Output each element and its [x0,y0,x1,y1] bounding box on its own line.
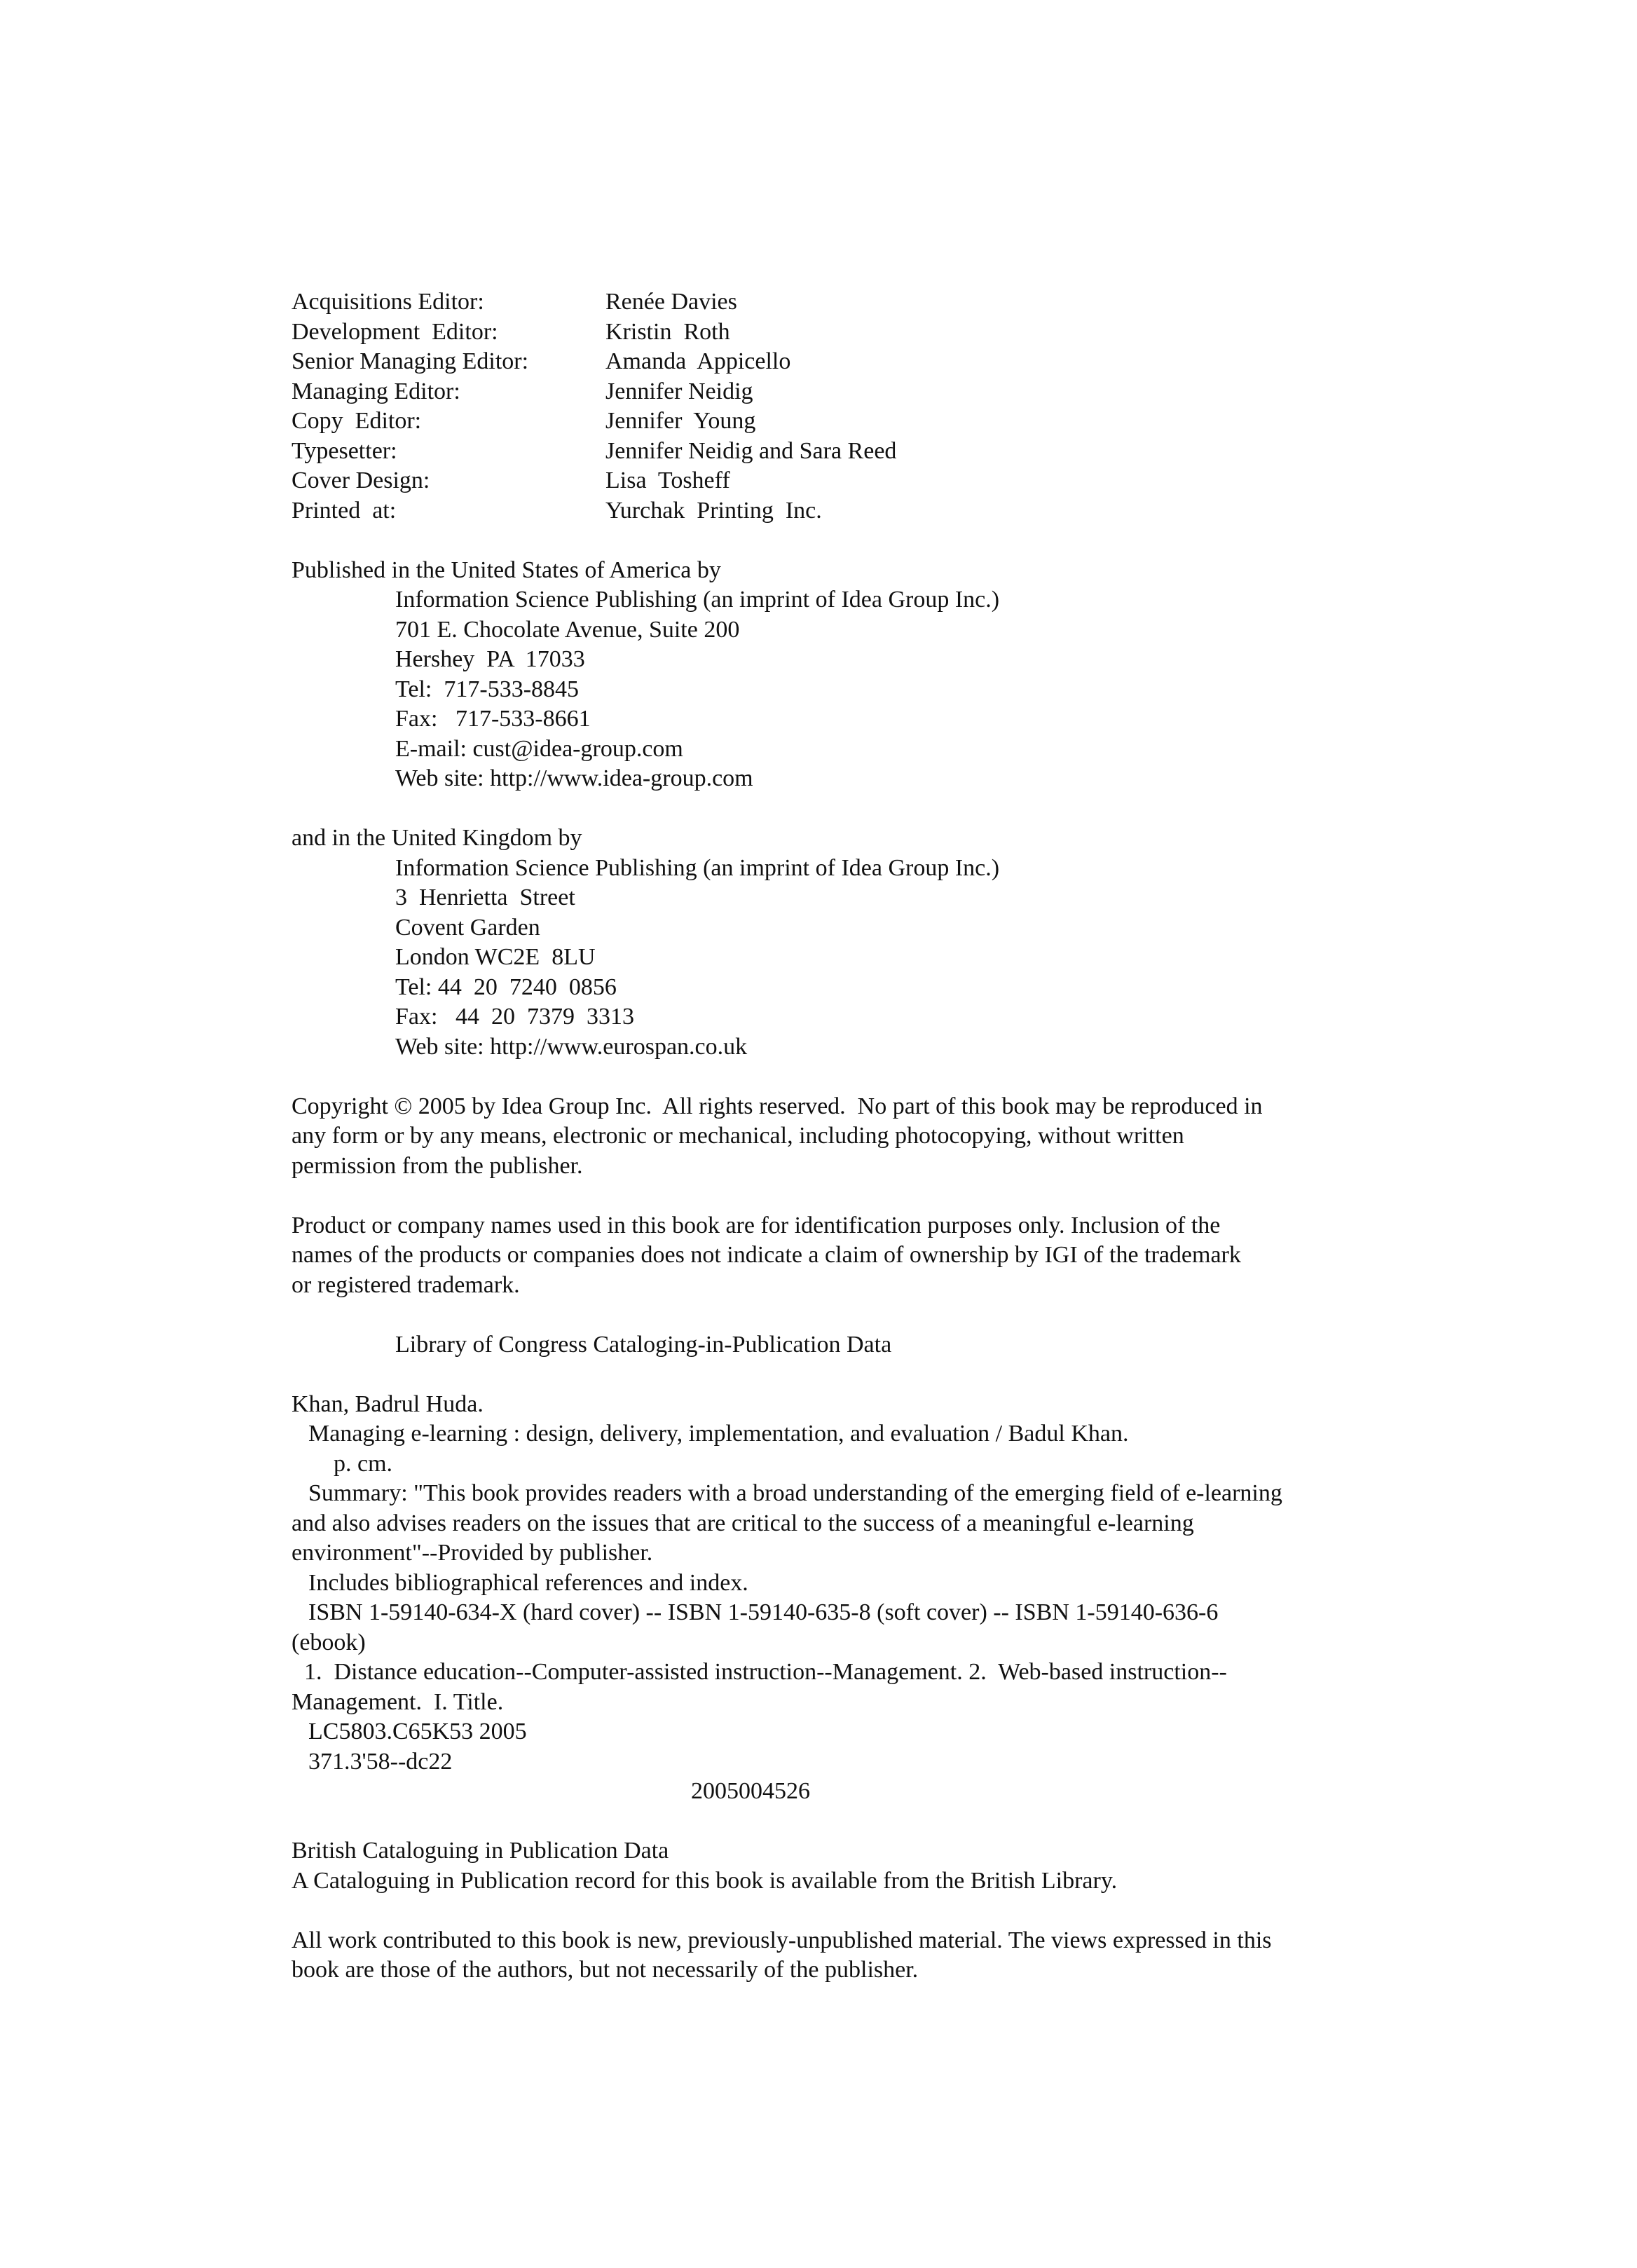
spacer [292,526,1385,556]
credit-row [292,496,1385,526]
trademark-line: Product or company names used in this book are for identification purposes only. Inclusion of the [292,1212,1221,1238]
uk-publisher-line: London WC2E 8LU [395,944,596,970]
spacer [292,1181,1385,1211]
credit-name: Jennifer Young [605,408,756,434]
credit-name: Yurchak Printing Inc. [605,497,822,524]
cip-subjects-line: Management. I. Title. [292,1688,504,1715]
cip-call-number: LC5803.C65K53 2005 [308,1719,527,1744]
uk-publisher-block [292,824,1385,1062]
closing-line: All work contributed to this book is new, previously-unpublished material. The views expressed in this [292,1927,1272,1953]
credit-row [292,407,1385,437]
credit-name: Amanda Appicello [605,348,791,374]
spacer [292,1300,1385,1330]
credit-name: Jennifer Neidig and Sara Reed [605,437,897,464]
uk-publisher-line: Fax: 44 20 7379 3313 [395,1004,634,1030]
cip-lccn: 2005004526 [691,1778,810,1804]
copyright-line: permission from the publisher. [292,1152,583,1179]
uk-publisher-website: Web site: http://www.eurospan.co.uk [395,1033,748,1060]
british-cip-heading: British Cataloguing in Publication Data [292,1838,669,1864]
us-publisher-line: Information Science Publishing (an imprint of Idea Group Inc.) [395,587,1000,613]
credit-row [292,317,1385,348]
trademark-line: names of the products or companies does not indicate a claim of ownership by IGI of the trademark [292,1242,1241,1268]
loc-heading: Library of Congress Cataloging-in-Publication Data [395,1331,892,1358]
cip-author: Khan, Badrul Huda. [292,1391,484,1417]
spacer [292,1807,1385,1837]
closing-statement [292,1926,1385,1986]
copyright-line: Copyright © 2005 by Idea Group Inc. All rights reserved. No part of this book may be reproduced in [292,1093,1263,1119]
credit-role: Cover Design: [292,467,430,493]
credit-row [292,287,1385,317]
cip-summary-line: and also advises readers on the issues that are critical to the success of a meaningful e-learning [292,1510,1194,1536]
cip-dewey: 371.3'58--dc22 [308,1748,453,1775]
cip-summary-line: environment"--Provided by publisher. [292,1540,653,1566]
british-cip [292,1836,1385,1896]
us-publisher-line: Tel: 717-533-8845 [395,676,580,702]
copyright-notice [292,1092,1385,1182]
page-content [292,287,1385,1986]
credit-role: Printed at: [292,497,397,524]
credit-row [292,466,1385,496]
credits-list [292,287,1385,526]
credit-name: Jennifer Neidig [605,378,753,404]
cip-pages: p. cm. [334,1450,393,1477]
credit-row [292,377,1385,407]
credit-role: Managing Editor: [292,378,460,404]
spacer [292,794,1385,824]
trademark-line: or registered trademark. [292,1271,520,1298]
cip-isbn-line: (ebook) [292,1629,366,1655]
cip-includes: Includes bibliographical references and index. [308,1569,748,1596]
credit-role: Development Editor: [292,318,498,345]
spacer [292,1360,1385,1390]
cip-summary-line: Summary: "This book provides readers with a broad understanding of the emerging field of e-learning [308,1480,1282,1506]
credit-role: Senior Managing Editor: [292,348,529,374]
credit-role: Acquisitions Editor: [292,289,484,315]
us-publisher-line: Fax: 717-533-8661 [395,706,591,732]
cip-record [292,1390,1385,1807]
us-publisher-block [292,556,1385,794]
us-publisher-line: 701 E. Chocolate Avenue, Suite 200 [395,616,740,643]
spacer [292,1062,1385,1092]
credit-row [292,347,1385,377]
us-publisher-intro: Published in the United States of America by [292,556,721,583]
cip-isbn-line: ISBN 1-59140-634-X (hard cover) -- ISBN 1-59140-635-8 (soft cover) -- ISBN 1-59140-636-6 [308,1599,1219,1625]
uk-publisher-line: Information Science Publishing (an imprint of Idea Group Inc.) [395,854,1000,881]
us-publisher-email: E-mail: cust@idea-group.com [395,735,683,762]
closing-line: book are those of the authors, but not necessarily of the publisher. [292,1957,919,1983]
spacer [292,1896,1385,1926]
credit-name: Renée Davies [605,289,737,315]
cip-title: Managing e-learning : design, delivery, implementation, and evaluation / Badul Khan. [308,1421,1129,1447]
british-cip-text: A Cataloguing in Publication record for this book is available from the British Library. [292,1867,1118,1894]
us-publisher-website: Web site: http://www.idea-group.com [395,765,753,791]
uk-publisher-line: Covent Garden [395,914,540,941]
trademark-notice [292,1211,1385,1301]
credit-name: Lisa Tosheff [605,467,730,493]
cip-subjects-line: 1. Distance education--Computer-assisted instruction--Management. 2. Web-based instruction-- [304,1659,1227,1685]
us-publisher-line: Hershey PA 17033 [395,646,585,672]
uk-publisher-line: 3 Henrietta Street [395,884,575,910]
credit-role: Typesetter: [292,437,397,464]
uk-publisher-intro: and in the United Kingdom by [292,825,582,851]
credit-row [292,437,1385,467]
credit-name: Kristin Roth [605,318,730,345]
uk-publisher-line: Tel: 44 20 7240 0856 [395,974,617,1000]
copyright-line: any form or by any means, electronic or mechanical, including photocopying, without written [292,1123,1184,1149]
credit-role: Copy Editor: [292,408,422,434]
